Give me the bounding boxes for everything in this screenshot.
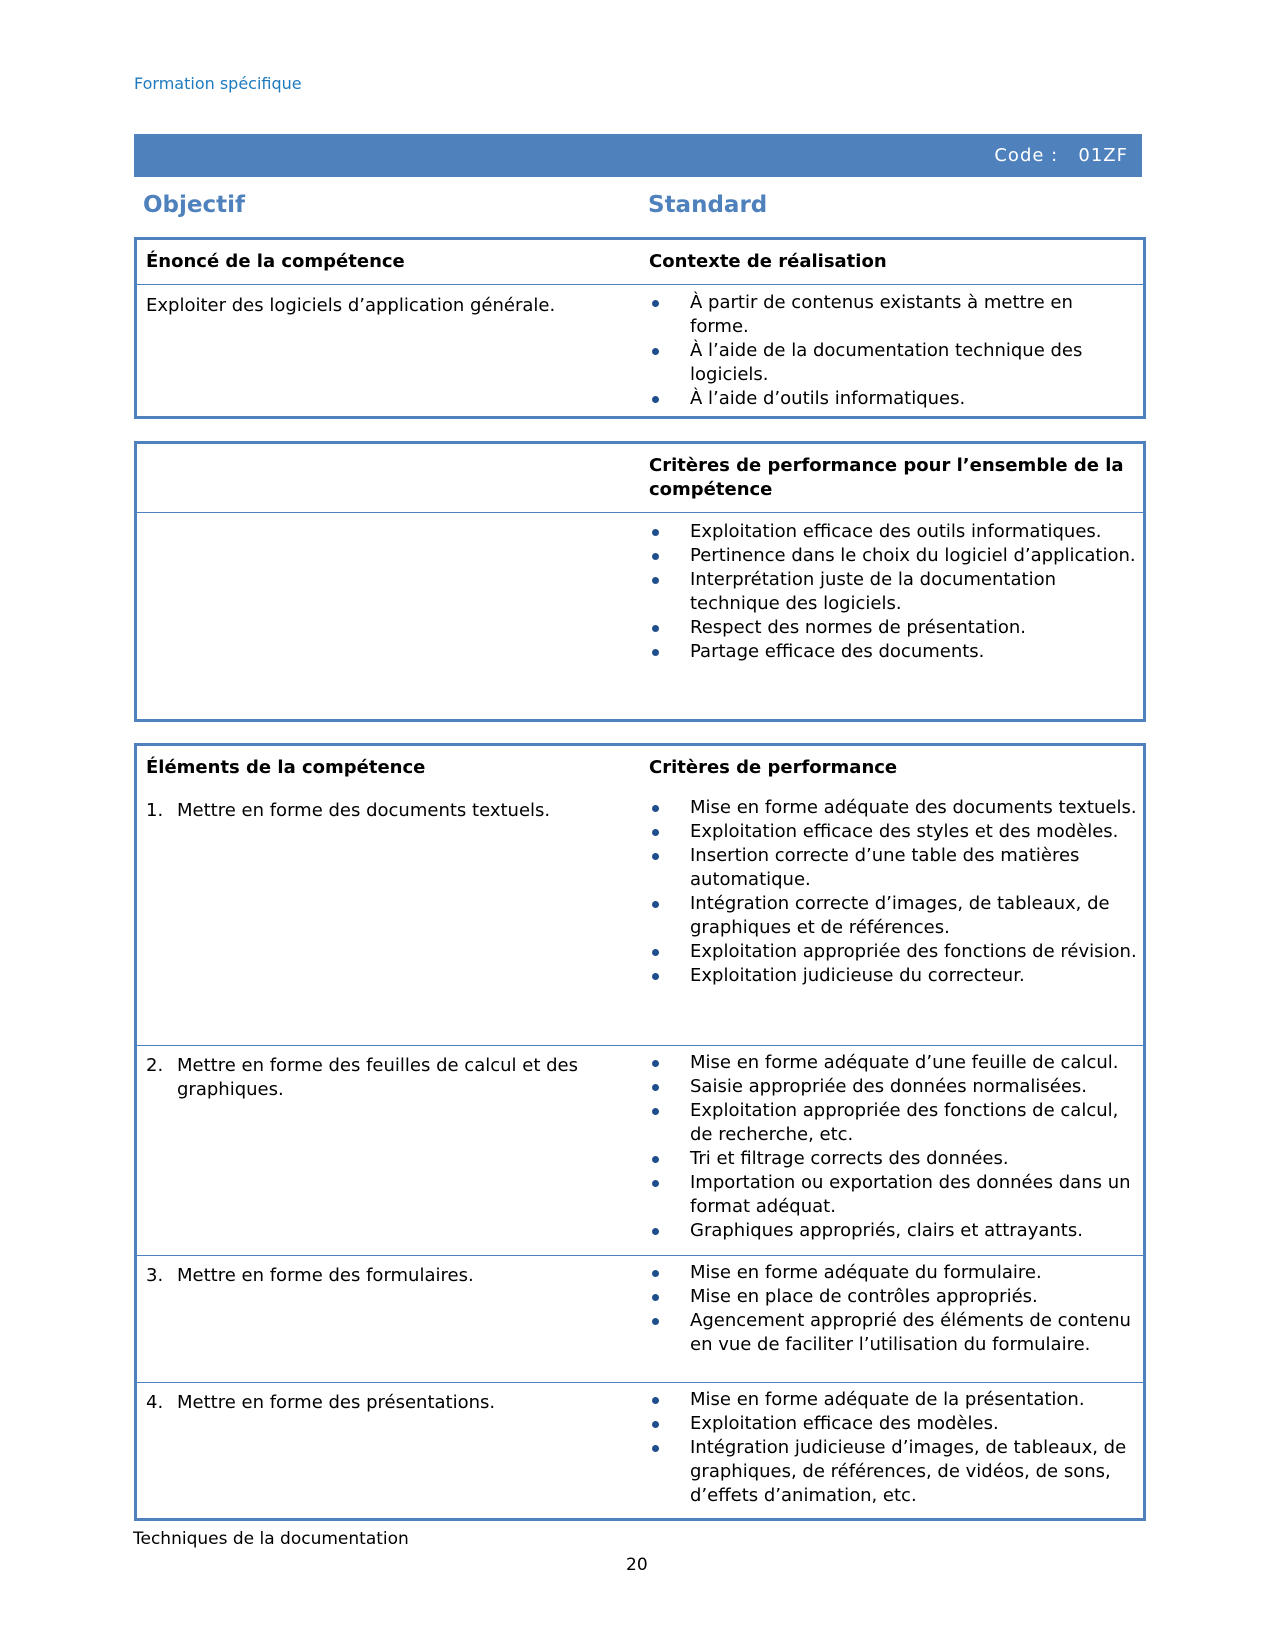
criteres-cell: [637, 1256, 1143, 1382]
criteres-ensemble-header: [137, 444, 1143, 512]
bullet-item: Exploitation efficace des modèles.: [649, 1412, 1137, 1436]
enonce-table: [134, 237, 1146, 419]
bullet-item: À l’aide de la documentation technique des logiciels.: [649, 339, 1137, 387]
header-criteres: Critères de performance: [649, 757, 898, 778]
bullet-item: Mise en forme adéquate d’une feuille de calcul.: [649, 1051, 1137, 1075]
bullet-item: Interprétation juste de la documentation technique des logiciels.: [649, 568, 1137, 616]
element-number: 3.: [146, 1265, 164, 1286]
bullet-item: Pertinence dans le choix du logiciel d’application.: [649, 544, 1137, 568]
bullet-item: Exploitation appropriée des fonctions de révision.: [649, 940, 1137, 964]
criteres-cell: [637, 791, 1143, 1045]
bullet-item: Exploitation appropriée des fonctions de calcul, de recherche, etc.: [649, 1099, 1137, 1147]
element-number: 4.: [146, 1392, 164, 1413]
code-label: [994, 145, 1128, 166]
element-text: Mettre en forme des formulaires.: [177, 1265, 474, 1286]
empty-header-cell: [137, 444, 637, 512]
bullet-item: Graphiques appropriés, clairs et attrayants.: [649, 1219, 1137, 1243]
contexte-cell: [637, 285, 1143, 416]
element-text: Mettre en forme des documents textuels.: [177, 800, 551, 821]
empty-body-cell: [137, 513, 637, 719]
enonce-table-header: [137, 240, 1143, 284]
header-elements: Éléments de la compétence: [146, 757, 426, 778]
element-text: Mettre en forme des présentations.: [177, 1392, 496, 1413]
header-enonce: Énoncé de la compétence: [146, 251, 405, 272]
bullet-item: Exploitation efficace des styles et des modèles.: [649, 820, 1137, 844]
criteres-list: [649, 1051, 1137, 1243]
bullet-item: Mise en place de contrôles appropriés.: [649, 1285, 1137, 1309]
bullet-item: Importation ou exportation des données dans un format adéquat.: [649, 1171, 1137, 1219]
element-cell: [137, 1256, 637, 1382]
footer-program: Techniques de la documentation: [133, 1529, 409, 1549]
numbered-element: [146, 1264, 637, 1288]
contexte-list: [649, 291, 1137, 411]
header-criteres-ensemble: Critères de performance pour l’ensemble de la compétence: [649, 455, 1124, 500]
element-number: 1.: [146, 800, 164, 821]
bullet-item: Saisie appropriée des données normalisées.: [649, 1075, 1137, 1099]
bullet-item: Exploitation judicieuse du correcteur.: [649, 964, 1137, 988]
numbered-element: [146, 1054, 637, 1102]
criteres-list: [649, 1261, 1137, 1357]
element-cell: [137, 791, 637, 1045]
element-row: [137, 791, 1143, 1045]
element-number: 2.: [146, 1055, 164, 1076]
elements-table-header: [137, 746, 1143, 791]
page-number: 20: [626, 1555, 648, 1575]
criteres-cell: [637, 1383, 1143, 1518]
bullet-item: Intégration judicieuse d’images, de tableaux, de graphiques, de références, de vidéos, de sons, d’effets d’animation, etc.: [649, 1436, 1137, 1508]
section-title-standard: Standard: [648, 192, 768, 218]
element-cell: [137, 1046, 637, 1255]
criteres-ensemble-cell: [637, 513, 1143, 719]
criteres-ensemble-list: [649, 520, 1137, 664]
bullet-item: Respect des normes de présentation.: [649, 616, 1137, 640]
code-band: [134, 134, 1142, 177]
bullet-item: Agencement approprié des éléments de contenu en vue de faciliter l’utilisation du formulaire.: [649, 1309, 1137, 1357]
section-title-objectif: Objectif: [143, 192, 246, 218]
numbered-element: [146, 1391, 637, 1415]
bullet-item: Mise en forme adéquate des documents textuels.: [649, 796, 1137, 820]
element-row: [137, 1045, 1143, 1255]
elements-table: [134, 743, 1146, 1521]
bullet-item: Tri et filtrage corrects des données.: [649, 1147, 1137, 1171]
bullet-item: Exploitation efficace des outils informatiques.: [649, 520, 1137, 544]
element-cell: [137, 1383, 637, 1518]
enonce-text: Exploiter des logiciels d’application générale.: [146, 295, 556, 316]
criteres-list: [649, 1388, 1137, 1508]
element-row: [137, 1255, 1143, 1382]
criteres-cell: [637, 1046, 1143, 1255]
bullet-item: Partage efficace des documents.: [649, 640, 1137, 664]
element-row: [137, 1382, 1143, 1518]
code-label-text: Code :: [994, 145, 1059, 166]
code-value: 01ZF: [1078, 145, 1128, 166]
bullet-item: À partir de contenus existants à mettre en forme.: [649, 291, 1137, 339]
numbered-element: [146, 799, 637, 823]
criteres-ensemble-row: [137, 512, 1143, 719]
bullet-item: Insertion correcte d’une table des matières automatique.: [649, 844, 1137, 892]
enonce-table-row: [137, 284, 1143, 416]
bullet-item: Mise en forme adéquate de la présentation.: [649, 1388, 1137, 1412]
bullet-item: Intégration correcte d’images, de tableaux, de graphiques et de références.: [649, 892, 1137, 940]
header-contexte: Contexte de réalisation: [649, 251, 887, 272]
bullet-item: Mise en forme adéquate du formulaire.: [649, 1261, 1137, 1285]
criteres-list: [649, 796, 1137, 988]
running-header: Formation spécifique: [134, 74, 302, 93]
bullet-item: À l’aide d’outils informatiques.: [649, 387, 1137, 411]
criteres-ensemble-table: [134, 441, 1146, 722]
element-text: Mettre en forme des feuilles de calcul et des graphiques.: [177, 1055, 578, 1100]
